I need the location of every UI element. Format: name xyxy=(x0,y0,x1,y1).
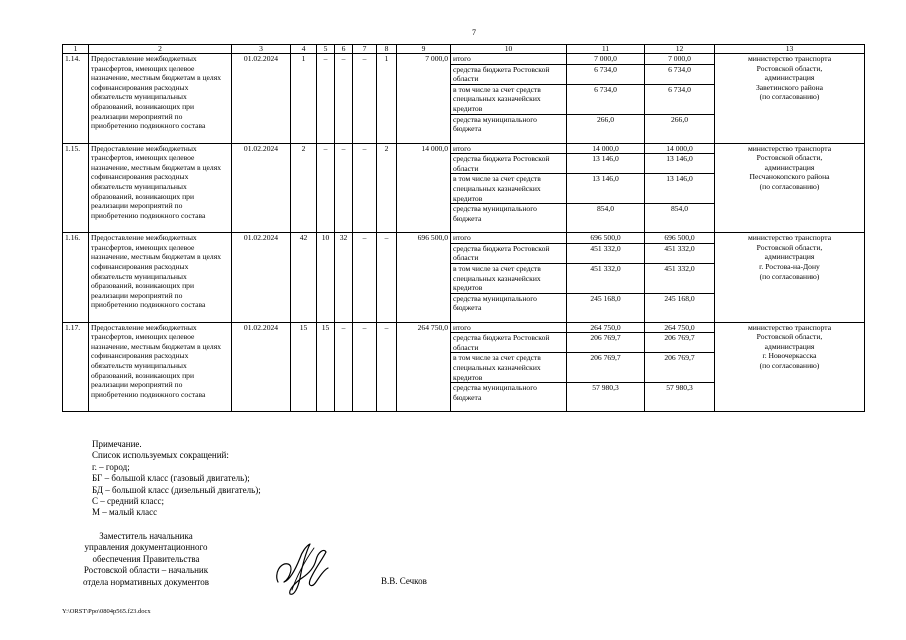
responsible-line: Ростовской области, xyxy=(756,153,823,163)
responsible-line: Ростовской области, xyxy=(756,332,823,342)
funding-value-col12: 206 769,7 xyxy=(645,353,715,383)
column-header: 9 xyxy=(397,45,451,54)
funding-value-col12: 245 168,0 xyxy=(645,293,715,322)
row-count-c7: – xyxy=(353,233,377,323)
row-count-c5: – xyxy=(317,54,335,144)
funding-source-label: в том числе за счет средств специальных казначейских кредитов xyxy=(451,353,567,383)
column-header: 8 xyxy=(377,45,397,54)
row-count-c4: 1 xyxy=(291,54,317,144)
funding-source-label: итого xyxy=(451,54,567,65)
funding-value-col11: 266,0 xyxy=(567,114,645,143)
funding-value-col11: 13 146,0 xyxy=(567,174,645,204)
funding-value-col11: 451 332,0 xyxy=(567,243,645,263)
responsible-line: министерство транспорта xyxy=(747,233,832,243)
row-count-c5: 15 xyxy=(317,322,335,412)
table-header-row xyxy=(63,45,865,54)
note-section xyxy=(92,439,261,519)
column-header: 11 xyxy=(567,45,645,54)
signatory-position xyxy=(60,531,232,588)
column-header: 5 xyxy=(317,45,335,54)
funding-value-col11: 451 332,0 xyxy=(567,263,645,293)
note-line: Список используемых сокращений: xyxy=(92,450,229,461)
funding-value-col12: 696 500,0 xyxy=(645,233,715,244)
responsible-line: администрация xyxy=(764,252,815,262)
funding-value-col12: 14 000,0 xyxy=(645,143,715,154)
responsible-line: г. Новочеркасска xyxy=(762,351,817,361)
responsible-executor xyxy=(715,322,865,412)
column-header: 7 xyxy=(353,45,377,54)
row-count-c7: – xyxy=(353,143,377,233)
funding-source-label: итого xyxy=(451,143,567,154)
file-path: Y:\ORST\Ppo\0804p565.f23.docx xyxy=(62,608,151,615)
funding-value-col12: 451 332,0 xyxy=(645,243,715,263)
funding-source-label: средства бюджета Ростовской области xyxy=(451,154,567,174)
funding-value-col11: 6 734,0 xyxy=(567,84,645,114)
responsible-line: министерство транспорта xyxy=(747,143,832,153)
row-count-c6: – xyxy=(335,54,353,144)
note-line: М – малый класс xyxy=(92,507,158,518)
funding-value-col11: 245 168,0 xyxy=(567,293,645,322)
funding-source-label: средства муниципального бюджета xyxy=(451,114,567,143)
funding-value-col12: 206 769,7 xyxy=(645,333,715,353)
funding-value-col11: 14 000,0 xyxy=(567,143,645,154)
row-count-c5: – xyxy=(317,143,335,233)
responsible-line: Песчанокопского района xyxy=(749,172,830,182)
funding-source-label: средства муниципального бюджета xyxy=(451,293,567,322)
row-date: 01.02.2024 xyxy=(232,54,291,144)
responsible-line: г. Ростова-на-Дону xyxy=(759,261,820,271)
table-row xyxy=(63,233,865,244)
column-header: 3 xyxy=(232,45,291,54)
row-date: 01.02.2024 xyxy=(232,143,291,233)
responsible-line: Ростовской области, xyxy=(756,242,823,252)
row-number: 1.14. xyxy=(63,54,89,144)
funding-value-col11: 206 769,7 xyxy=(567,353,645,383)
column-header: 13 xyxy=(715,45,865,54)
funding-value-col11: 7 000,0 xyxy=(567,54,645,65)
funding-value-col12: 13 146,0 xyxy=(645,154,715,174)
responsible-line: министерство транспорта xyxy=(747,322,832,332)
column-header: 1 xyxy=(63,45,89,54)
funding-value-col12: 451 332,0 xyxy=(645,263,715,293)
funding-source-label: средства бюджета Ростовской области xyxy=(451,333,567,353)
row-count-c5: 10 xyxy=(317,233,335,323)
note-line: С – средний класс; xyxy=(92,496,164,507)
funding-source-label: средства бюджета Ростовской области xyxy=(451,243,567,263)
responsible-line: Ростовской области, xyxy=(756,63,823,73)
row-total: 7 000,0 xyxy=(397,54,451,144)
funding-source-label: в том числе за счет средств специальных казначейских кредитов xyxy=(451,263,567,293)
column-header: 12 xyxy=(645,45,715,54)
responsible-line: (по согласованию) xyxy=(759,271,820,281)
table-row xyxy=(63,54,865,65)
signatory-position-line: отдела нормативных документов xyxy=(83,576,209,587)
row-description: Предоставление межбюджетных трансфертов, имеющих целевое назначение, местным бюджетам в целях софинансирования расходных обязательств муниципальных образований, возникающих при реализации мероприятий по приобретению подвижного состава xyxy=(89,322,232,412)
responsible-line: (по согласованию) xyxy=(759,92,820,102)
page-number: 7 xyxy=(472,28,476,37)
note-title: Примечание. xyxy=(92,439,142,449)
row-description: Предоставление межбюджетных трансфертов, имеющих целевое назначение, местным бюджетам в целях софинансирования расходных обязательств муниципальных образований, возникающих при реализации мероприятий по приобретению подвижного состава xyxy=(89,233,232,323)
funding-value-col11: 854,0 xyxy=(567,204,645,233)
row-number: 1.16. xyxy=(63,233,89,323)
row-date: 01.02.2024 xyxy=(232,233,291,323)
funding-value-col11: 696 500,0 xyxy=(567,233,645,244)
signatory-position-line: обеспечения Правительства xyxy=(92,553,200,564)
column-header: 6 xyxy=(335,45,353,54)
responsible-line: (по согласованию) xyxy=(759,181,820,191)
responsible-executor xyxy=(715,143,865,233)
row-count-c8: – xyxy=(377,233,397,323)
funding-source-label: средства муниципального бюджета xyxy=(451,383,567,412)
row-description: Предоставление межбюджетных трансфертов, имеющих целевое назначение, местным бюджетам в целях софинансирования расходных обязательств муниципальных образований, возникающих при реализации мероприятий по приобретению подвижного состава xyxy=(89,54,232,144)
column-header: 2 xyxy=(89,45,232,54)
row-count-c6: – xyxy=(335,143,353,233)
responsible-executor xyxy=(715,54,865,144)
row-count-c7: – xyxy=(353,54,377,144)
funding-value-col12: 7 000,0 xyxy=(645,54,715,65)
funding-source-label: средства муниципального бюджета xyxy=(451,204,567,233)
funding-source-label: в том числе за счет средств специальных казначейских кредитов xyxy=(451,174,567,204)
note-line: БГ – большой класс (газовый двигатель); xyxy=(92,473,250,484)
signatory-position-line: управления документационного xyxy=(84,542,208,553)
signatory-position-line: Заместитель начальника xyxy=(99,531,193,541)
signatory-name: В.В. Сечков xyxy=(381,576,427,586)
row-number: 1.15. xyxy=(63,143,89,233)
responsible-executor xyxy=(715,233,865,323)
funding-source-label: итого xyxy=(451,322,567,333)
row-count-c8: – xyxy=(377,322,397,412)
handwritten-signature xyxy=(270,538,332,600)
row-count-c6: 32 xyxy=(335,233,353,323)
note-line: БД – большой класс (дизельный двигатель); xyxy=(92,484,261,495)
responsible-line: администрация xyxy=(764,341,815,351)
funding-value-col12: 13 146,0 xyxy=(645,174,715,204)
signatory-position-line: Ростовской области – начальник xyxy=(83,565,209,576)
responsible-line: Заветинского района xyxy=(755,82,824,92)
funding-source-label: в том числе за счет средств специальных казначейских кредитов xyxy=(451,84,567,114)
row-total: 14 000,0 xyxy=(397,143,451,233)
row-count-c6: – xyxy=(335,322,353,412)
responsible-line: администрация xyxy=(764,73,815,83)
main-table xyxy=(62,44,865,412)
funding-value-col12: 57 980,3 xyxy=(645,383,715,412)
funding-value-col11: 13 146,0 xyxy=(567,154,645,174)
funding-value-col12: 854,0 xyxy=(645,204,715,233)
column-header: 4 xyxy=(291,45,317,54)
responsible-line: (по согласованию) xyxy=(759,361,820,371)
row-number: 1.17. xyxy=(63,322,89,412)
table-row xyxy=(63,143,865,154)
row-total: 696 500,0 xyxy=(397,233,451,323)
row-count-c4: 42 xyxy=(291,233,317,323)
row-count-c8: 1 xyxy=(377,54,397,144)
column-header: 10 xyxy=(451,45,567,54)
funding-value-col11: 6 734,0 xyxy=(567,64,645,84)
funding-value-col12: 6 734,0 xyxy=(645,84,715,114)
row-count-c7: – xyxy=(353,322,377,412)
funding-value-col12: 6 734,0 xyxy=(645,64,715,84)
funding-value-col11: 206 769,7 xyxy=(567,333,645,353)
funding-value-col12: 266,0 xyxy=(645,114,715,143)
funding-value-col11: 264 750,0 xyxy=(567,322,645,333)
row-count-c8: 2 xyxy=(377,143,397,233)
row-date: 01.02.2024 xyxy=(232,322,291,412)
funding-value-col11: 57 980,3 xyxy=(567,383,645,412)
responsible-line: министерство транспорта xyxy=(747,54,832,63)
row-description: Предоставление межбюджетных трансфертов, имеющих целевое назначение, местным бюджетам в целях софинансирования расходных обязательств муниципальных образований, возникающих при реализации мероприятий по приобретению подвижного состава xyxy=(89,143,232,233)
funding-source-label: итого xyxy=(451,233,567,244)
row-count-c4: 15 xyxy=(291,322,317,412)
row-count-c4: 2 xyxy=(291,143,317,233)
row-total: 264 750,0 xyxy=(397,322,451,412)
funding-source-label: средства бюджета Ростовской области xyxy=(451,64,567,84)
responsible-line: администрация xyxy=(764,162,815,172)
table-row xyxy=(63,322,865,333)
note-line: г. – город; xyxy=(92,461,130,472)
funding-value-col12: 264 750,0 xyxy=(645,322,715,333)
